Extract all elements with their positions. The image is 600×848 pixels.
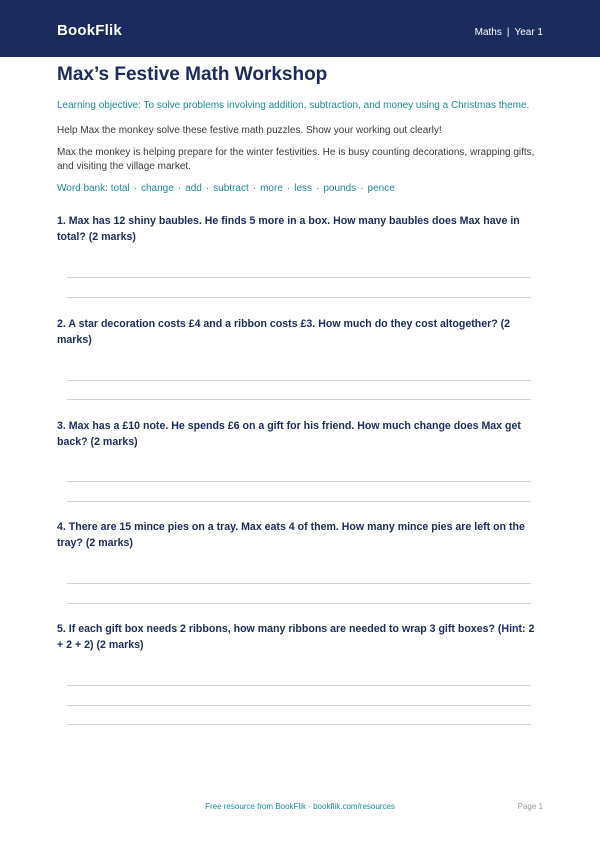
word-bank-words	[111, 183, 395, 194]
answer-line[interactable]	[67, 501, 531, 502]
brand-logo[interactable]: BookFlik	[57, 22, 122, 39]
word-bank-separator: ·	[316, 183, 320, 194]
answer-line[interactable]	[67, 603, 531, 604]
learning-objective: Learning objective: To solve problems involving addition, subtraction, and money using a Christmas theme.	[57, 100, 530, 111]
answer-line[interactable]	[67, 685, 531, 686]
question-3: 3. Max has a £10 note. He spends £6 on a gift for his friend. How much change does Max get back? (2 marks)	[57, 420, 521, 448]
word-bank-word: pounds	[323, 183, 357, 194]
header-bar	[0, 0, 600, 57]
answer-line[interactable]	[67, 297, 531, 298]
answer-line[interactable]	[67, 724, 531, 725]
question-5: 5. If each gift box needs 2 ribbons, how many ribbons are needed to wrap 3 gift boxes? (Hint: 2 + 2 + 2) (2 marks)	[57, 623, 535, 651]
page-number: Page 1	[517, 802, 543, 811]
word-bank-word: more	[260, 183, 283, 194]
word-bank-word: pence	[367, 183, 395, 194]
footer-resource-link[interactable]: Free resource from BookFlik · bookflik.com/resources	[205, 802, 395, 811]
word-bank-label: Word bank:	[57, 183, 108, 194]
answer-line[interactable]	[67, 583, 531, 584]
question-2: 2. A star decoration costs £4 and a ribbon costs £3. How much do they cost altogether? (2 marks)	[57, 318, 511, 346]
word-bank-word: total	[110, 183, 130, 194]
answer-line[interactable]	[67, 705, 531, 706]
word-bank-separator: ·	[205, 183, 210, 194]
word-bank-word: subtract	[213, 183, 249, 194]
answer-line[interactable]	[67, 399, 531, 400]
word-bank-separator: ·	[177, 183, 182, 194]
question-4: 4. There are 15 mince pies on a tray. Max eats 4 of them. How many mince pies are left on the tray? (2 marks)	[57, 521, 525, 549]
instructions: Help Max the monkey solve these festive math puzzles. Show your working out clearly!	[57, 125, 442, 136]
word-bank-separator: ·	[133, 183, 137, 194]
answer-line[interactable]	[67, 481, 531, 482]
word-bank-word: less	[294, 183, 313, 194]
breadcrumb-separator: |	[506, 27, 510, 38]
word-bank-separator: ·	[360, 183, 364, 194]
word-bank-separator: ·	[252, 183, 257, 194]
story-context: Max the monkey is helping prepare for the winter festivities. He is busy counting decorations, wrapping gifts, and visiting the village market.	[57, 147, 535, 172]
subject-label: Maths	[474, 27, 502, 38]
word-bank	[57, 183, 547, 194]
level-label: Year 1	[514, 27, 543, 38]
question-1: 1. Max has 12 shiny baubles. He finds 5 more in a box. How many baubles does Max have in total? (2 marks)	[57, 215, 520, 243]
breadcrumb	[475, 27, 543, 38]
word-bank-separator: ·	[286, 183, 291, 194]
word-bank-word: change	[140, 183, 174, 194]
answer-line[interactable]	[67, 277, 531, 278]
answer-line[interactable]	[67, 380, 531, 381]
word-bank-word: add	[185, 183, 202, 194]
page-title: Max’s Festive Math Workshop	[57, 64, 328, 85]
